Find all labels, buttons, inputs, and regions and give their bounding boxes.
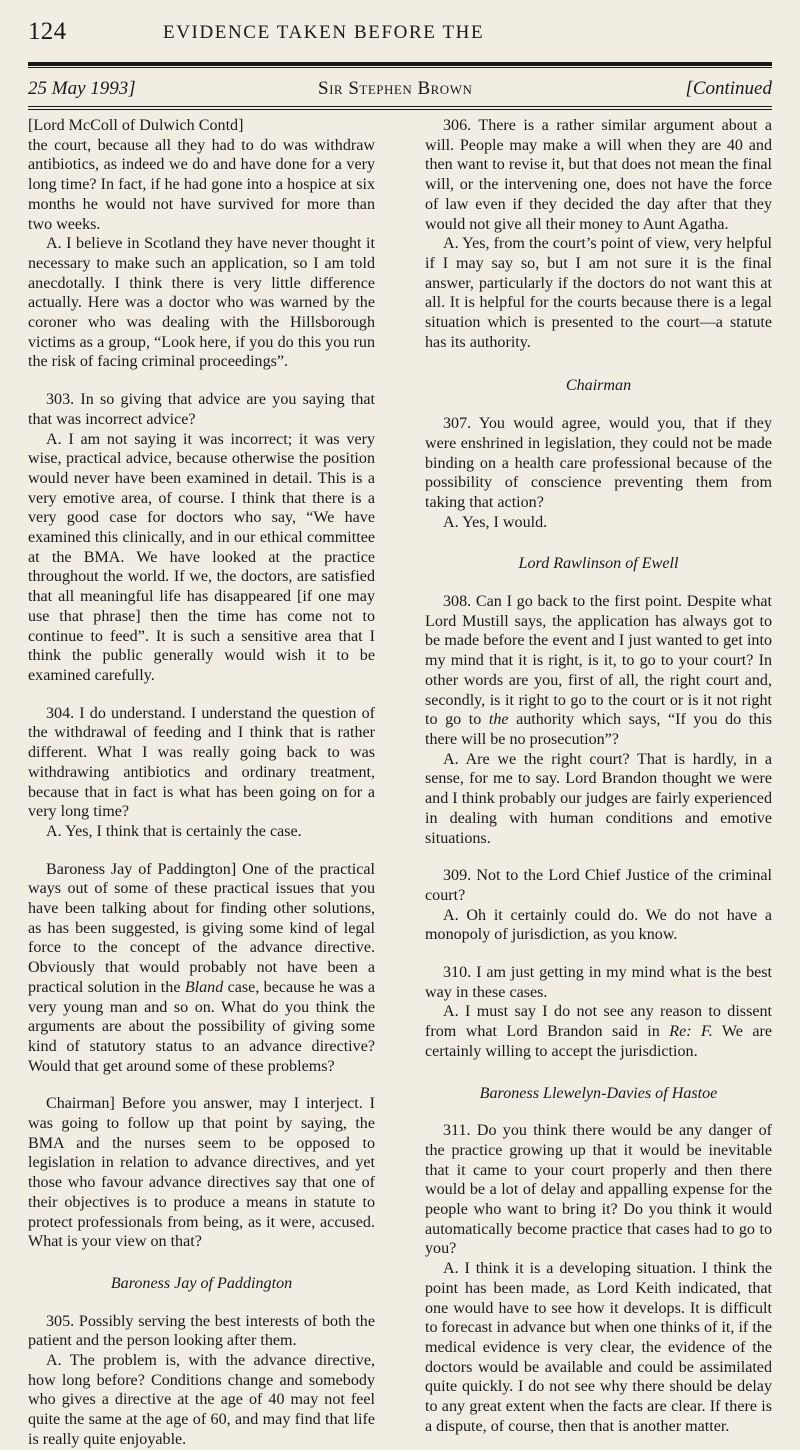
question-309: 309. Not to the Lord Chief Justice of the criminal court? <box>425 867 772 904</box>
left-column <box>28 116 375 1450</box>
answer-305: A. The problem is, with the advance directive, how long before? Conditions change and somebody who gives a directive at the age of 40 may not feel quite the same at the age of 60, and may find that life is really quite enjoyable. <box>28 1352 375 1448</box>
header-rule-top-thin <box>28 67 772 68</box>
answer-308: A. Are we the right court? That is hardly, in a sense, for me to say. Lord Brandon thought we were and I think probably our judges are fairly experienced in dealing with human conditions and emotive situations. <box>425 750 772 847</box>
question-308-text-1: 308. Can I go back to the first point. Despite what Lord Mustill says, the application has always got to be made before the event and I just wanted to get into my mind that it is right, is it, to go to your court? In other words are you, first of all, the right court and, secondly, is it right to go to the court or is it not right to go to <box>425 593 772 729</box>
question-308 <box>425 592 772 750</box>
answer-306: A. Yes, from the court’s point of view, very helpful if I may say so, but I am not sure it is the final answer, particularly if the doctors do not want this at all. It is helpful for the courts because there is a legal situation which is presented to the court—a statute has its authority. <box>425 235 772 351</box>
chairman-interjection: Chairman] Before you answer, may I interject. I was going to follow up that point by saying, the BMA and the nurses seem to be opposed to legislation in relation to advance directives, and yet those who favour advance directives say that one of their objectives is to produce a means in statute to protect professionals from being, as it were, accused. What is your view on that? <box>28 1095 375 1251</box>
answer-text: A. I believe in Scotland they have never thought it necessary to make such an application, so I am told anecdotally. I think there is very little difference actually. Here was a doctor who was warned by the coroner who was dealing with the Hillsborough victims as a group, “Look here, if you do this you run the risk of facing criminal proceedings”. <box>28 235 375 371</box>
answer-309: A. Oh it certainly could do. We do not have a monopoly of jurisdiction, as you know. <box>425 906 772 944</box>
witness-name: Sir Stephen Brown <box>318 78 473 99</box>
question-307: 307. You would agree, would you, that if they were enshrined in legislation, they could not be made binding on a health care professional because of the possibility of conscience preventing them from taking that action? <box>425 415 772 511</box>
baroness-jay-text-1: Baroness Jay of Paddington] One of the practical ways out of some of these practical issues that you have been talking about for finding other solutions, as has been suggested, is giving some kind of legal force to the concept of the advance directive. Obviously that would probably not have been a practical solution in the <box>28 860 375 996</box>
header-rule-top <box>28 62 772 66</box>
question-303: 303. In so giving that advice are you saying that that was incorrect advice? <box>28 391 375 428</box>
subhead-rule <box>28 106 772 107</box>
speaker-heading-chairman: Chairman <box>565 377 632 395</box>
answer-310-text-2: We are certainly willing to accept the jurisdiction. <box>425 1023 772 1060</box>
speaker-heading-jay: Baroness Jay of Paddington <box>110 1274 293 1292</box>
answer-310 <box>425 1002 772 1061</box>
question-text: the court, because all they had to do was withdraw antibiotics, as indeed we do and have done for a very long time? In fact, if he had gone into a hospice at six months he would not have survived for more than two weeks. <box>28 136 375 233</box>
question-310: 310. I am just getting in my mind what is the best way in these cases. <box>425 964 772 1001</box>
question-308-text-2: authority which says, “If you do this there will be no prosecution”? <box>425 711 773 748</box>
answer-310-text-1: A. I must say I do not see any reason to dissent from what Lord Brandon said in <box>425 1003 772 1041</box>
question-305: 305. Possibly serving the best interests of both the patient and the person looking after them. <box>28 1312 375 1350</box>
answer-304: A. Yes, I think that is certainly the case. <box>46 822 302 840</box>
baroness-jay-text-2: case, because he was a very young man and so on. What do you think the arguments are about the possibility of giving some kind of statutory status to an advance directive? Would that get around some of these problems? <box>28 978 376 1075</box>
continued-label: [Continued <box>685 78 772 99</box>
answer-311: A. I think it is a developing situation. I think the point has been made, as Lord Keith indicated, that one would have to see how it develops. It is difficult to forecast in advance but when one thinks of it, if the medical evidence is very clear, the evidence of the doctors would be available and could be assimilated quite quickly. I do not see why there should be delay to any great extent when the facts are clear. If there is a dispute, of course, then that is another matter. <box>425 1260 772 1435</box>
subhead-rule-2 <box>28 109 772 110</box>
speaker-heading-rawlinson: Lord Rawlinson of Ewell <box>518 555 679 573</box>
case-name-re-f: Re: F. <box>669 1023 713 1041</box>
question-311: 311. Do you think there would be any danger of the practice growing up that it would be inevitable that it came to your court properly and then there would be a lot of delay and appalling expense for the people who want to bring it? Do you think it would automatically become practice that cases had to go to you? <box>425 1122 772 1258</box>
baroness-jay-question <box>28 860 375 1077</box>
page-header <box>28 18 772 58</box>
question-304: 304. I do understand. I understand the question of the withdrawal of feeding and I think that is rather different. What I was really going back to was withdrawing antibiotics and ordinary treatment, because that in fact is what has been going on for a very long time? <box>28 704 375 821</box>
witness-subhead <box>28 78 772 106</box>
session-date: 25 May 1993] <box>28 78 136 99</box>
answer-303: A. I am not saying it was incorrect; it was very wise, practical advice, because otherwise the position would never have been examined in detail. This is a very emotive area, of course. I think that there is a very good case for doctors who say, “We have examined this clinically, and in our ethical committee at the BMA. We have looked at the practice throughout the world. If we, the doctors, are satisfied that all meaningful life has disappeared [if one may use that phrase] then the time has come not to continue to feed”. It is such a sensitive area that I think the public generally would wish it to be examined carefully. <box>28 430 375 684</box>
right-column <box>425 116 772 1436</box>
page-number: 124 <box>28 18 67 45</box>
running-title: EVIDENCE TAKEN BEFORE THE <box>163 22 485 43</box>
question-306: 306. There is a rather similar argument about a will. People may make a will when they are 40 and then want to revise it, but that does not mean the final will, or the intervening one, does not have the force of law even if they decided the day after that they would not give all their money to Aunt Agatha. <box>425 117 772 233</box>
speaker-continued: [Lord McColl of Dulwich Contd] <box>28 117 244 134</box>
question-308-emphasis: the <box>488 711 509 729</box>
speaker-heading-llewelyn: Baroness Llewelyn-Davies of Hastoe <box>479 1084 718 1102</box>
answer-307: A. Yes, I would. <box>443 513 548 531</box>
case-name-bland: Bland <box>184 978 224 996</box>
